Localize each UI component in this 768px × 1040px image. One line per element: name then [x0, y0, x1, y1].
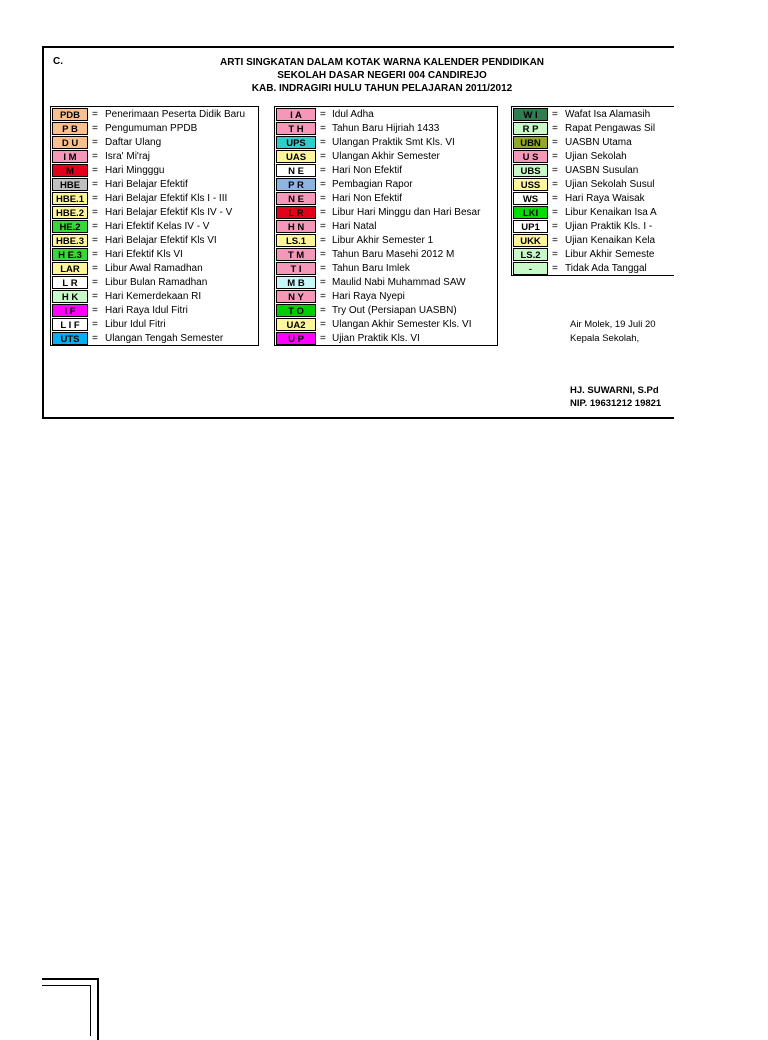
equals-sign: =: [92, 179, 98, 190]
legend-code: -: [513, 262, 548, 275]
legend-row: [51, 290, 258, 304]
legend-description: Hari Non Efektif: [332, 165, 403, 176]
legend-row: [51, 332, 258, 346]
legend-description: Tahun Baru Imlek: [332, 263, 410, 274]
legend-row: [275, 122, 497, 136]
equals-sign: =: [92, 207, 98, 218]
legend-code: N E: [276, 164, 316, 177]
legend-description: Libur Akhir Semeste: [565, 249, 655, 260]
legend-description: Hari Raya Nyepi: [332, 291, 405, 302]
equals-sign: =: [92, 165, 98, 176]
legend-box-3: [511, 106, 674, 276]
legend-description: Libur Kenaikan Isa A: [565, 207, 657, 218]
section-label: C.: [53, 56, 63, 67]
legend-code: U P: [276, 332, 316, 345]
legend-code: UBS: [513, 164, 548, 177]
legend-code: LKI: [513, 206, 548, 219]
equals-sign: =: [92, 123, 98, 134]
equals-sign: =: [320, 221, 326, 232]
equals-sign: =: [320, 207, 326, 218]
legend-box-1: [50, 106, 259, 346]
legend-description: Hari Natal: [332, 221, 377, 232]
legend-row: [51, 136, 258, 150]
equals-sign: =: [552, 263, 558, 274]
legend-code: T I: [276, 262, 316, 275]
legend-code: P B: [52, 122, 88, 135]
equals-sign: =: [92, 333, 98, 344]
legend-code: I M: [52, 150, 88, 163]
legend-row: [51, 318, 258, 332]
legend-code: UBN: [513, 136, 548, 149]
equals-sign: =: [552, 179, 558, 190]
legend-description: Libur Idul Fitri: [105, 319, 166, 330]
equals-sign: =: [320, 179, 326, 190]
legend-code: W I: [513, 108, 548, 121]
equals-sign: =: [320, 263, 326, 274]
legend-description: Ulangan Tengah Semester: [105, 333, 224, 344]
legend-description: Daftar Ulang: [105, 137, 162, 148]
legend-code: HBE.2: [52, 206, 88, 219]
legend-description: Ujian Sekolah Susul: [565, 179, 655, 190]
legend-code: L R: [276, 206, 316, 219]
equals-sign: =: [552, 249, 558, 260]
equals-sign: =: [552, 109, 558, 120]
equals-sign: =: [92, 319, 98, 330]
legend-row: [51, 220, 258, 234]
legend-description: Hari Efektif Kls VI: [105, 249, 183, 260]
legend-description: Ujian Praktik Kls. I -: [565, 221, 653, 232]
title-line-2: SEKOLAH DASAR NEGERI 004 CANDIREJO: [277, 70, 487, 81]
legend-code: LAR: [52, 262, 88, 275]
legend-code: T O: [276, 304, 316, 317]
legend-row: [51, 108, 258, 122]
legend-description: Isra' Mi'raj: [105, 151, 150, 162]
equals-sign: =: [552, 193, 558, 204]
legend-description: Hari Belajar Efektif Kls IV - V: [105, 207, 233, 218]
equals-sign: =: [552, 207, 558, 218]
legend-description: Libur Bulan Ramadhan: [105, 277, 208, 288]
legend-description: Hari Non Efektif: [332, 193, 403, 204]
equals-sign: =: [92, 235, 98, 246]
legend-description: Libur Akhir Semester 1: [332, 235, 434, 246]
legend-box-2: [274, 106, 498, 346]
legend-row: [512, 178, 674, 192]
legend-description: Maulid Nabi Muhammad SAW: [332, 277, 466, 288]
legend-description: Rapat Pengawas Sil: [565, 123, 656, 134]
legend-row: [275, 318, 497, 332]
legend-description: Try Out (Persiapan UASBN): [332, 305, 457, 316]
legend-row: [512, 150, 674, 164]
legend-description: Penerimaan Peserta Didik Baru: [105, 109, 246, 120]
legend-row: [275, 248, 497, 262]
legend-description: UASBN Susulan: [565, 165, 639, 176]
equals-sign: =: [552, 165, 558, 176]
legend-code: UA2: [276, 318, 316, 331]
equals-sign: =: [92, 277, 98, 288]
legend-description: Hari Raya Idul Fitri: [105, 305, 188, 316]
legend-code: H N: [276, 220, 316, 233]
legend-description: Ujian Kenaikan Kela: [565, 235, 656, 246]
equals-sign: =: [320, 151, 326, 162]
legend-code: P R: [276, 178, 316, 191]
legend-code: HBE: [52, 178, 88, 191]
legend-row: [275, 164, 497, 178]
legend-row: [51, 276, 258, 290]
legend-description: Wafat Isa Alamasih: [565, 109, 651, 120]
equals-sign: =: [320, 249, 326, 260]
legend-code: WS: [513, 192, 548, 205]
equals-sign: =: [552, 235, 558, 246]
equals-sign: =: [92, 109, 98, 120]
legend-description: Tidak Ada Tanggal: [565, 263, 647, 274]
legend-description: Hari Belajar Efektif Kls VI: [105, 235, 217, 246]
legend-code: UTS: [52, 332, 88, 345]
legend-row: [512, 262, 674, 276]
legend-description: Tahun Baru Hijriah 1433: [332, 123, 440, 134]
legend-description: Hari Belajar Efektif: [105, 179, 188, 190]
equals-sign: =: [320, 123, 326, 134]
legend-row: [275, 192, 497, 206]
legend-code: LS.2: [513, 248, 548, 261]
legend-row: [512, 234, 674, 248]
legend-code: N Y: [276, 290, 316, 303]
legend-row: [275, 332, 497, 346]
title-line-1: ARTI SINGKATAN DALAM KOTAK WARNA KALENDER PENDIDIKAN: [219, 57, 545, 68]
legend-code: N E: [276, 192, 316, 205]
legend-row: [51, 178, 258, 192]
legend-row: [51, 304, 258, 318]
legend-row: [51, 234, 258, 248]
equals-sign: =: [320, 333, 326, 344]
legend-code: UPS: [276, 136, 316, 149]
equals-sign: =: [320, 277, 326, 288]
equals-sign: =: [320, 193, 326, 204]
legend-row: [512, 122, 674, 136]
legend-row: [275, 262, 497, 276]
equals-sign: =: [92, 291, 98, 302]
legend-row: [512, 192, 674, 206]
legend-description: Ulangan Akhir Semester Kls. VI: [332, 319, 472, 330]
equals-sign: =: [92, 263, 98, 274]
legend-row: [275, 234, 497, 248]
legend-row: [275, 220, 497, 234]
legend-row: [275, 304, 497, 318]
equals-sign: =: [552, 151, 558, 162]
legend-code: HBE.1: [52, 192, 88, 205]
legend-code: M: [52, 164, 88, 177]
legend-code: H K: [52, 290, 88, 303]
signature-place-date: Air Molek, 19 Juli 20: [570, 319, 656, 330]
legend-row: [51, 248, 258, 262]
signature-name: HJ. SUWARNI, S.Pd: [570, 385, 659, 396]
calendar-legend-sheet: [42, 46, 674, 419]
legend-row: [512, 136, 674, 150]
legend-code: D U: [52, 136, 88, 149]
legend-description: Libur Hari Minggu dan Hari Besar: [332, 207, 481, 218]
legend-row: [275, 290, 497, 304]
signature-role: Kepala Sekolah,: [570, 333, 640, 344]
equals-sign: =: [320, 291, 326, 302]
legend-row: [275, 108, 497, 122]
legend-row: [512, 248, 674, 262]
legend-code: LS.1: [276, 234, 316, 247]
page-corner-border-inner: [42, 985, 91, 1036]
legend-row: [275, 136, 497, 150]
legend-code: L R: [52, 276, 88, 289]
title-line-3: KAB. INDRAGIRI HULU TAHUN PELAJARAN 2011/2012: [251, 83, 513, 94]
equals-sign: =: [92, 249, 98, 260]
legend-code: USS: [513, 178, 548, 191]
legend-description: Ulangan Akhir Semester: [332, 151, 440, 162]
equals-sign: =: [320, 137, 326, 148]
legend-description: Hari Belajar Efektif Kls I - III: [105, 193, 228, 204]
legend-code: HBE.3: [52, 234, 88, 247]
legend-code: L I F: [52, 318, 88, 331]
equals-sign: =: [92, 221, 98, 232]
legend-description: Ujian Sekolah: [565, 151, 627, 162]
equals-sign: =: [552, 221, 558, 232]
equals-sign: =: [320, 165, 326, 176]
legend-code: I F: [52, 304, 88, 317]
legend-description: Pembagian Rapor: [332, 179, 413, 190]
legend-code: UKK: [513, 234, 548, 247]
legend-code: R P: [513, 122, 548, 135]
legend-code: HE.2: [52, 220, 88, 233]
legend-code: PDB: [52, 108, 88, 121]
legend-row: [275, 206, 497, 220]
equals-sign: =: [92, 137, 98, 148]
legend-row: [51, 122, 258, 136]
legend-description: Pengumuman PPDB: [105, 123, 198, 134]
legend-row: [51, 206, 258, 220]
signature-nip: NIP. 19631212 19821: [570, 398, 662, 409]
legend-row: [512, 108, 674, 122]
legend-row: [51, 262, 258, 276]
legend-code: UP1: [513, 220, 548, 233]
legend-code: I A: [276, 108, 316, 121]
legend-row: [512, 220, 674, 234]
legend-row: [51, 150, 258, 164]
legend-description: Ulangan Praktik Smt Kls. VI: [332, 137, 455, 148]
legend-description: Ujian Praktik Kls. VI: [332, 333, 420, 344]
legend-code: T H: [276, 122, 316, 135]
equals-sign: =: [552, 123, 558, 134]
legend-code: U S: [513, 150, 548, 163]
legend-row: [275, 150, 497, 164]
equals-sign: =: [320, 235, 326, 246]
legend-row: [51, 164, 258, 178]
equals-sign: =: [320, 319, 326, 330]
legend-description: UASBN Utama: [565, 137, 632, 148]
legend-description: Hari Kemerdekaan RI: [105, 291, 202, 302]
legend-code: UAS: [276, 150, 316, 163]
legend-code: M B: [276, 276, 316, 289]
equals-sign: =: [320, 305, 326, 316]
equals-sign: =: [320, 109, 326, 120]
legend-description: Libur Awal Ramadhan: [105, 263, 203, 274]
equals-sign: =: [92, 151, 98, 162]
legend-code: H E.3: [52, 248, 88, 261]
legend-row: [275, 178, 497, 192]
legend-description: Idul Adha: [332, 109, 374, 120]
legend-description: Hari Raya Waisak: [565, 193, 645, 204]
legend-description: Hari Efektif Kelas IV - V: [105, 221, 210, 232]
legend-row: [512, 206, 674, 220]
legend-row: [275, 276, 497, 290]
equals-sign: =: [92, 193, 98, 204]
legend-row: [512, 164, 674, 178]
legend-description: Tahun Baru Masehi 2012 M: [332, 249, 455, 260]
equals-sign: =: [92, 305, 98, 316]
legend-code: T M: [276, 248, 316, 261]
equals-sign: =: [552, 137, 558, 148]
legend-row: [51, 192, 258, 206]
legend-description: Hari Mingggu: [105, 165, 165, 176]
